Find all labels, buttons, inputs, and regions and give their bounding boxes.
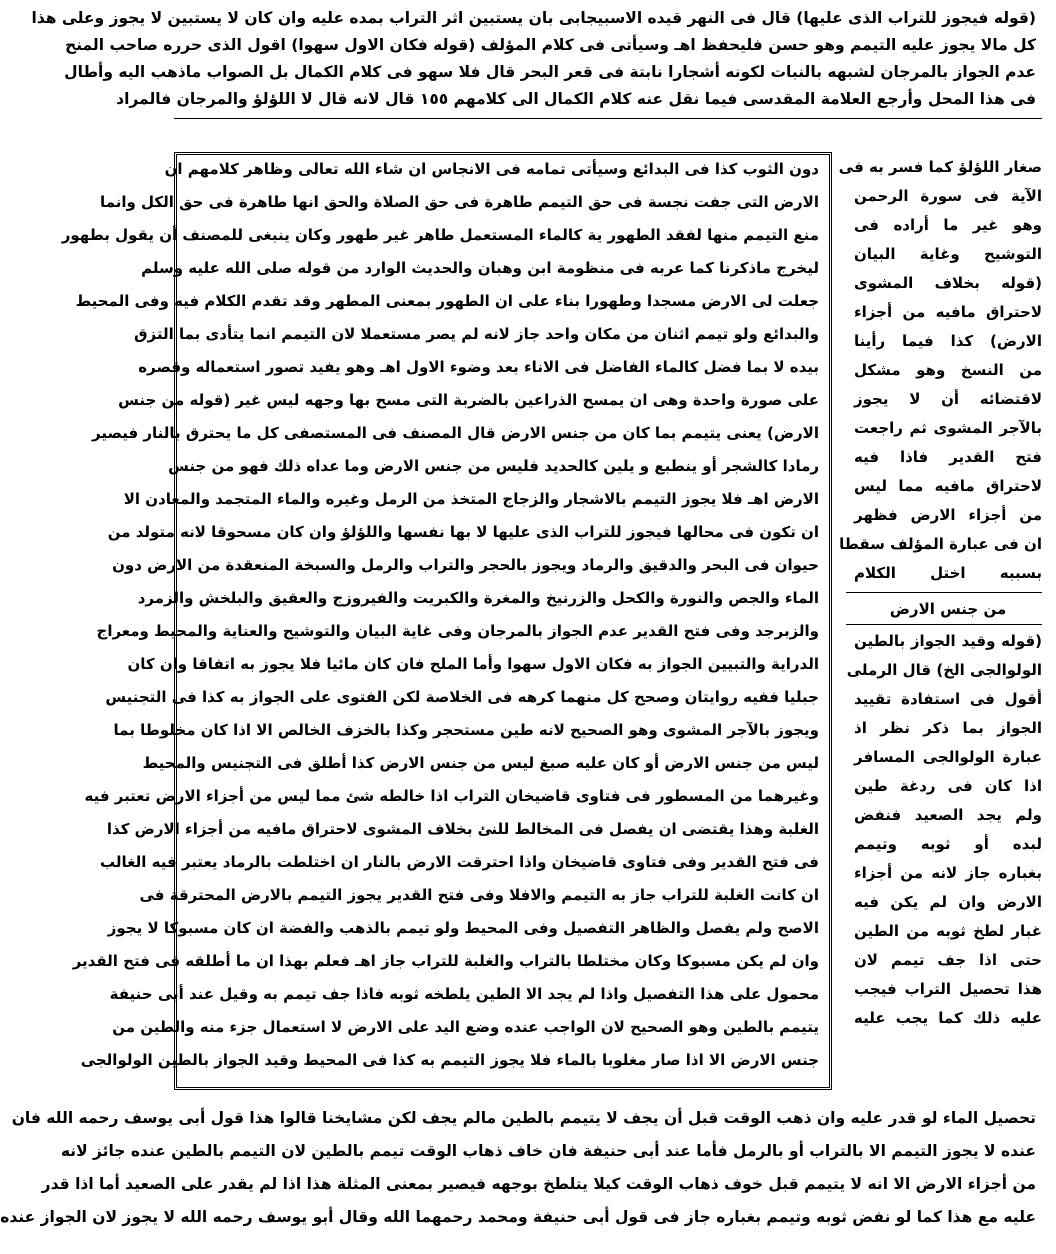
margin-line: ان فى عبارة المؤلف سقطا bbox=[839, 535, 1042, 553]
margin-line: الارض وان لم يكن فيه bbox=[854, 893, 1042, 911]
main-line: محمول على هذا التفصيل واذا لم يجد الا الطين يلطخه ثوبه فاذا جف تيمم به وقيل عند أبى حنيفة bbox=[109, 985, 819, 1003]
margin-commentary bbox=[838, 152, 1042, 1090]
main-line: ليس من جنس الارض أو كان عليه صبغ ليس من جنس الارض كذا أطلق فى التجنيس والمحيط bbox=[142, 754, 819, 772]
bottom-line: تحصيل الماء لو قدر عليه وان ذهب الوقت قبل أن يجف لا يتيمم بالطين مالم يجف لكن مشايخنا قالوا هذا قول أبى يوسف رحمه الله فان bbox=[11, 1109, 1036, 1127]
margin-line: حتى اذا جف تيمم لان bbox=[854, 951, 1042, 969]
main-line: جبليا ففيه روايتان وصحح كل منهما كرهه فى الخلاصة لكن الفتوى على الجواز به كذا فى التجنيس bbox=[105, 688, 819, 706]
main-line: الماء والجص والنورة والكحل والزرنيخ والمغرة والكبريت والفيروزج والعقيق والبلخش والزمرد bbox=[137, 589, 819, 607]
margin-line: من النسخ وهو مشكل bbox=[854, 361, 1042, 379]
main-line: ان كانت الغلبة للتراب جاز به التيمم والافلا وفى فتح القدير يجوز التيمم بالارض المحترقة فى bbox=[139, 886, 819, 904]
margin-line: (قوله بخلاف المشوى bbox=[854, 274, 1042, 292]
margin-line: من أجزاء الارض فظهر bbox=[854, 506, 1042, 524]
main-line: على صورة واحدة وهى ان يمسح الذراعين بالضربة التى مسح بها وجهه ليس غير (قوله من جنس bbox=[118, 391, 819, 409]
main-line: وغيرهما من المسطور فى فتاوى قاضيخان التراب اذا خالطه شئ مما ليس من أجزاء الارض تعتبر فيه bbox=[84, 787, 819, 805]
main-line: ان تكون فى محالها فيجوز للتراب الذى عليها لا بها نفسها واللؤلؤ وان كان مسحوقا لانه متولد من bbox=[107, 523, 819, 541]
margin-line: هذا تحصيل التراب فيجب bbox=[854, 980, 1042, 998]
margin-line: ولم يجد الصعيد فنفض bbox=[854, 806, 1042, 824]
margin-line: لاقتضائه أن لا يجوز bbox=[854, 390, 1042, 408]
top-divider bbox=[174, 118, 1042, 119]
main-line: الغلبة وهذا يقتضى ان يفصل فى المخالط للنئ بخلاف المشوى لاحتراق مافيه من أجزاء الارض كذا bbox=[106, 820, 819, 838]
main-text-box bbox=[61, 152, 832, 1090]
main-line: جعلت لى الارض مسجدا وطهورا بناء على ان الطهور بمعنى المطهر وقد تقدم الكلام فيه وفى المحيط bbox=[75, 292, 819, 310]
main-line: يتيمم بالطين وهو الصحيح لان الواجب عنده وضع اليد على الارض لا استعمال جزء منه والطين من bbox=[112, 1018, 819, 1036]
bottom-line: من أجزاء الارض الا انه لا يتيمم قبل خوف ذهاب الوقت كيلا يتلطخ بوجهه فيصير بمعنى المثلة هذا اذا لم يقدر على الصعيد أما اذا قدر bbox=[41, 1175, 1036, 1193]
margin-line: الولوالجى الخ) قال الرملى bbox=[846, 661, 1042, 679]
main-line: ويجوز بالآجر المشوى وهو الصحيح لانه طين مستحجر وكذا بالخزف الخالص الا اذا كان مخلوطا بما bbox=[113, 721, 819, 739]
margin-line: عليه ذلك كما يجب عليه bbox=[854, 1009, 1042, 1027]
main-line: رمادا كالشجر أو ينطبع و يلين كالحديد فليس من جنس الارض وما عداه ذلك فهو من جنس bbox=[168, 457, 819, 475]
margin-line: عبارة الولوالجى المسافر bbox=[854, 748, 1042, 766]
main-line: والبدائع ولو تيمم اثنان من مكان واحد جاز لانه لم يصر مستعملا لان التيمم انما يتأدى بما التزق bbox=[134, 325, 819, 343]
margin-line: لاحتراق مافيه مما ليس bbox=[854, 477, 1042, 495]
margin-divider bbox=[846, 592, 1042, 593]
margin-line: التوشيح وغاية البيان bbox=[854, 245, 1042, 263]
main-line: الارض) يعنى يتيمم بما كان من جنس الارض قال المصنف فى المستصفى كل ما يحترق بالنار فيصير bbox=[92, 424, 819, 442]
main-line: الارض التى جفت نجسة فى حق التيمم طاهرة فى حق الصلاة والحق انها طاهرة فى حق الكل وانما bbox=[100, 193, 819, 211]
main-line: منع التيمم منها لفقد الطهور ية كالماء المستعمل طاهر غير طهور وكان ينبغى للمصنف أن يقول بطهور bbox=[61, 226, 819, 244]
margin-footer-title: من جنس الارض bbox=[889, 600, 1007, 618]
main-line: الاصح ولم يفصل والظاهر التفصيل وفى المحيط ولو تيمم بالذهب والفضة ان كان مسبوكا لا يجوز bbox=[107, 919, 819, 937]
margin-line: الجواز بما ذكر نظر اذ bbox=[854, 719, 1042, 737]
margin-line: فتح القدير فاذا فيه bbox=[854, 448, 1042, 466]
margin-line: بسببه اختل الكلام bbox=[854, 564, 1042, 582]
margin-line: أقول فى استفادة تقييد bbox=[854, 690, 1042, 708]
top-line: عدم الجواز بالمرجان لشبهه بالنبات لكونه أشجارا نابتة فى قعر البحر قال فلا سهو فى كلام الكمال بل الصواب ماذهب اليه وأطال bbox=[64, 63, 1036, 81]
bottom-line: عليه مع هذا كما لو نفض ثوبه وتيمم بغباره جاز فى قول أبى حنيفة ومحمد رحمهما الله وقال أبو يوسف رحمه الله لا يجوز لان الجواز عنده bbox=[0, 1208, 1036, 1226]
margin-line: لبده أو ثوبه وتيمم bbox=[854, 835, 1042, 853]
bottom-line: عنده لا يجوز التيمم الا بالتراب أو بالرمل فأما عند أبى حنيفة فان خاف ذهاب الوقت تيمم بالطين لان التيمم بالطين عنده جائز لانه bbox=[60, 1142, 1036, 1160]
margin-line: الارض) كذا فيما رأينا bbox=[854, 332, 1042, 350]
margin-line: صغار اللؤلؤ كما فسر به فى bbox=[838, 158, 1042, 176]
top-line: (قوله فيجوز للتراب الذى عليها) قال فى النهر قيده الاسبيجابى بان يستبين اثر التراب بمده عليه وان كان لا يستبين لا يجوز وعلى هذا bbox=[31, 9, 1036, 27]
margin-line: (قوله وقيد الجواز بالطين bbox=[854, 632, 1042, 650]
main-line: وان لم يكن مسبوكا وكان مختلطا بالتراب والغلبة للتراب جاز اهـ فعلم بهذا ان ما أطلقه فى فتح القدير bbox=[72, 952, 819, 970]
main-line: فى فتح القدير وفى فتاوى قاضيخان واذا احترقت الارض بالنار ان اختلطت بالرماد يعتبر فيه الغالب bbox=[100, 853, 819, 871]
top-line: كل مالا يجوز عليه التيمم وهو حسن فليحفظ اهـ وسيأتى فى كلام المؤلف (قوله فكان الاول سهوا) اقول الذى حرره صاحب المنح bbox=[65, 36, 1036, 54]
main-line: بيده لا بما فضل كالماء الفاضل فى الاناء بعد وضوء الاول اهـ وهو يفيد تصور استعماله وقصره bbox=[138, 358, 819, 376]
margin-line: بغباره جاز لانه من أجزاء bbox=[854, 864, 1042, 882]
margin-line: لاحتراق مافيه من أجزاء bbox=[854, 303, 1042, 321]
margin-divider bbox=[846, 624, 1042, 625]
margin-line: غبار لطخ ثوبه من الطين bbox=[854, 922, 1042, 940]
margin-line: اذا كان فى ردغة طين bbox=[854, 777, 1042, 795]
main-line: الارض اهـ فلا يجوز التيمم بالاشجار والزجاج المتخذ من الرمل وغيره والماء المتجمد والمعادن الا bbox=[123, 490, 819, 508]
margin-line: بالآجر المشوى ثم راجعت bbox=[854, 419, 1042, 437]
top-line: فى هذا المحل وأرجع العلامة المقدسى فيما نقل عنه كلام الكمال الى كلامهم ١٥٥ قال لانه قال لا اللؤلؤ والمرجان فالمراد bbox=[116, 90, 1036, 108]
margin-line: الآية فى سورة الرحمن bbox=[854, 187, 1042, 205]
main-line: جنس الارض الا اذا صار مغلوبا بالماء فلا يجوز التيمم به كذا فى المحيط وقيد الجواز بالطين الولوالجى bbox=[80, 1051, 819, 1069]
main-line: حيوان فى البحر والدقيق والرماد ويجوز بالحجر والتراب والرمل والسبخة المنعقدة من الارض دون bbox=[112, 556, 819, 574]
main-line: ليخرج ماذكرنا كما عربه فى منظومة ابن وهبان والحديث الوارد من قوله صلى الله عليه وسلم bbox=[141, 259, 819, 277]
main-line: الدراية والتبيين الجواز به فكان الاول سهوا وأما الملح فان كان مائيا فلا يجوز به اتفاقا وان كان bbox=[127, 655, 819, 673]
main-line: والزبرجد وفى فتح القدير عدم الجواز بالمرجان وفى غاية البيان والتوشيح والعناية والمحيط ومعراج bbox=[96, 622, 819, 640]
margin-line: وهو غير ما أراده فى bbox=[854, 216, 1042, 234]
main-line: دون الثوب كذا فى البدائع وسيأتى تمامه فى الانجاس ان شاء الله تعالى وظاهر كلامهم ان bbox=[164, 160, 819, 178]
